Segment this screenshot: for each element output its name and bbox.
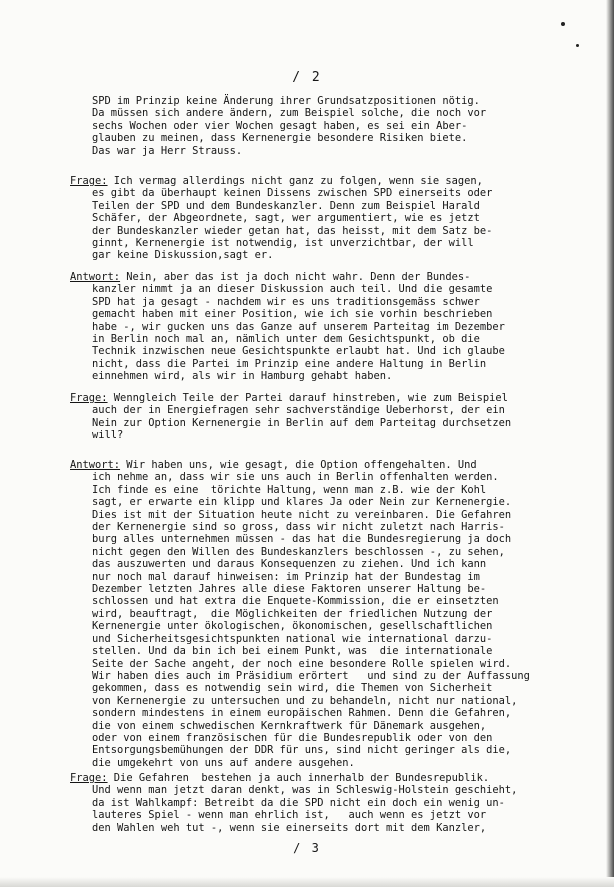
text-line: Antwort: Wir haben uns, wie gesagt, die Option offengehalten. Und <box>70 459 477 471</box>
text-line: sondern mindestens in einem europäischen Rahmen. Denn die Gefahren, <box>92 707 512 720</box>
text-line: kanzler nimmt ja an dieser Diskussion auch teil. Und die gesamte <box>92 283 493 296</box>
question-block <box>70 175 492 262</box>
text-line: Antwort: Nein, aber das ist ja doch nicht wahr. Denn der Bundes- <box>70 271 471 283</box>
text-line: will? <box>92 429 124 442</box>
text-line: auch der in Energiefragen sehr sachverständige Ueberhorst, der ein <box>92 404 505 417</box>
text-line: der Bundeskanzler wieder getan hat, das heisst, mit dem Satz be- <box>92 224 493 237</box>
text-line: Da müssen sich andere ändern, zum Beispiel solche, die noch vor <box>92 107 487 120</box>
text-line: Frage: Ich vermag allerdings nicht ganz zu folgen, wenn sie sagen, <box>70 175 483 187</box>
speaker-label: Frage: <box>70 175 108 187</box>
text-line: Dies ist mit der Situation heute nicht zu vereinbaren. Die Gefahren <box>92 508 512 521</box>
page-number-top: / 2 <box>292 70 322 85</box>
question-block <box>70 392 511 442</box>
text-line: gemacht haben mit einer Position, wie ich sie vorhin beschrieben <box>92 308 493 321</box>
text-line: in Berlin noch mal an, nämlich unter dem Gesichtspunkt, ob die <box>92 333 480 346</box>
text-line: Kernenergie unter ökologischen, ökonomischen, gesellschaftlichen <box>92 620 493 633</box>
text-line: Das war ja Herr Strauss. <box>92 144 243 157</box>
text-line: Nein zur Option Kernenergie in Berlin auf dem Parteitag durchsetzen <box>92 416 512 429</box>
text-line: stellen. Und da bin ich bei einem Punkt, was die internationale <box>92 645 493 658</box>
text-line: gar keine Diskussion,sagt er. <box>92 249 274 262</box>
text-line: es gibt da überhaupt keinen Dissens zwischen SPD einerseits oder <box>92 187 493 200</box>
text-line: lauteres Spiel - wenn man ehrlich ist, auch wenn es jetzt vor <box>92 809 487 822</box>
text-line: einnehmen wird, als wir in Hamburg gehabt haben. <box>92 370 393 383</box>
scan-edge-right <box>606 0 614 887</box>
text-line: Frage: Wenngleich Teile der Partei darauf hinstreben, wie zum Beispiel <box>70 392 508 404</box>
scan-speck <box>576 44 579 47</box>
text-line: sagt, er erwarte ein klipp und klares Ja oder Nein zur Kernenergie. <box>92 496 512 509</box>
text-line: sechs Wochen oder vier Wochen gesagt haben, es sei ein Aber- <box>92 119 468 132</box>
text-line: das auszuwerten und daraus Konsequenzen zu ziehen. Und ich kann <box>92 558 487 571</box>
answer-block <box>70 459 530 769</box>
text-line: den Wahlen weh tut -, wenn sie einerseits dort mit dem Kanzler, <box>92 821 487 834</box>
text-line: SPD im Prinzip keine Änderung ihrer Grundsatzpositionen nötig. <box>92 95 480 107</box>
text-line: Seite der Sache angeht, der noch eine besondere Rolle spielen wird. <box>92 657 512 670</box>
text-line: die von einem schwedischen Kernkraftwerk für Dänemark ausgehen, <box>92 719 487 732</box>
speaker-label: Antwort: <box>70 459 121 471</box>
text-line: Teilen der SPD und dem Bundeskanzler. Denn zum Beispiel Harald <box>92 199 480 212</box>
text-line: wird, beauftragt, die Möglichkeiten der friedlichen Nutzung der <box>92 607 493 620</box>
text-line: Schäfer, der Abgeordnete, sagt, wer argumentiert, wie es jetzt <box>92 212 480 225</box>
text-line: Und wenn man jetzt daran denkt, was in Schleswig-Holstein geschieht, <box>92 784 518 797</box>
answer-block <box>70 271 505 383</box>
scan-speck <box>561 22 565 26</box>
text-line: Dezember letzten Jahres alle diese Faktoren unserer Haltung be- <box>92 583 487 596</box>
text-line: nicht gegen den Willen des Bundeskanzlers beschlossen -, zu sehen, <box>92 545 505 558</box>
text-line: Technik inzwischen neue Gesichtspunkte erlaubt hat. Und ich glaube <box>92 345 505 358</box>
text-line: und Sicherheitsgesichtspunkten national wie international darzu- <box>92 632 493 645</box>
speaker-label: Frage: <box>70 392 108 404</box>
speaker-label: Antwort: <box>70 271 121 283</box>
text-line: schlossen und hat extra die Enquete-Kommission, die er einsetzten <box>92 595 499 608</box>
text-line: nicht, dass die Partei im Prinzip eine andere Haltung in Berlin <box>92 357 487 370</box>
text-line: Frage: Die Gefahren bestehen ja auch innerhalb der Bundesrepublik. <box>70 772 490 784</box>
text-line: burg alles unternehmen müssen - das hat die Bundesregierung ja doch <box>92 533 512 546</box>
text-line: gekommen, dass es notwendig sein wird, die Themen von Sicherheit <box>92 682 493 695</box>
text-line: ich nehme an, dass wir sie uns auch in Berlin offenhalten werden. <box>92 471 499 484</box>
text-line: der Kernenergie sind so gross, dass wir nicht zuletzt nach Harris- <box>92 521 505 534</box>
speaker-label: Frage: <box>70 772 108 784</box>
text-line: nur noch mal darauf hinweisen: im Prinzip hat der Bundestag im <box>92 570 480 583</box>
text-line: Ich finde es eine törichte Haltung, wenn man z.B. wie der Kohl <box>92 483 487 496</box>
scan-edge-bottom <box>0 877 614 887</box>
text-line: Wir haben dies auch im Präsidium erörtert und sind zu der Auffassung <box>92 669 530 682</box>
text-line: die umgekehrt von uns auf andere ausgehen. <box>92 756 355 769</box>
text-block-intro <box>92 95 486 157</box>
text-line: Entsorgungsbemühungen der DDR für uns, sind nicht geringer als die, <box>92 744 512 757</box>
text-line: SPD hat ja gesagt - nachdem wir es uns traditionsgemäss schwer <box>92 295 480 308</box>
text-line: glauben zu meinen, dass Kernenergie besondere Risiken biete. <box>92 132 468 145</box>
text-line: ginnt, Kernenergie ist notwendig, ist unverzichtbar, der will <box>92 237 474 250</box>
text-line: oder von einem französischen für die Bundesrepublik oder von den <box>92 731 493 744</box>
question-block <box>70 772 517 834</box>
text-line: da ist Wahlkampf: Betreibt da die SPD nicht ein doch ein wenig un- <box>92 796 505 809</box>
page-number-bottom: / 3 <box>293 841 321 855</box>
text-line: habe -, wir gucken uns das Ganze auf unserem Parteitag im Dezember <box>92 320 505 333</box>
text-line: von Kernenergie zu untersuchen und zu behandeln, nicht nur national, <box>92 694 518 707</box>
